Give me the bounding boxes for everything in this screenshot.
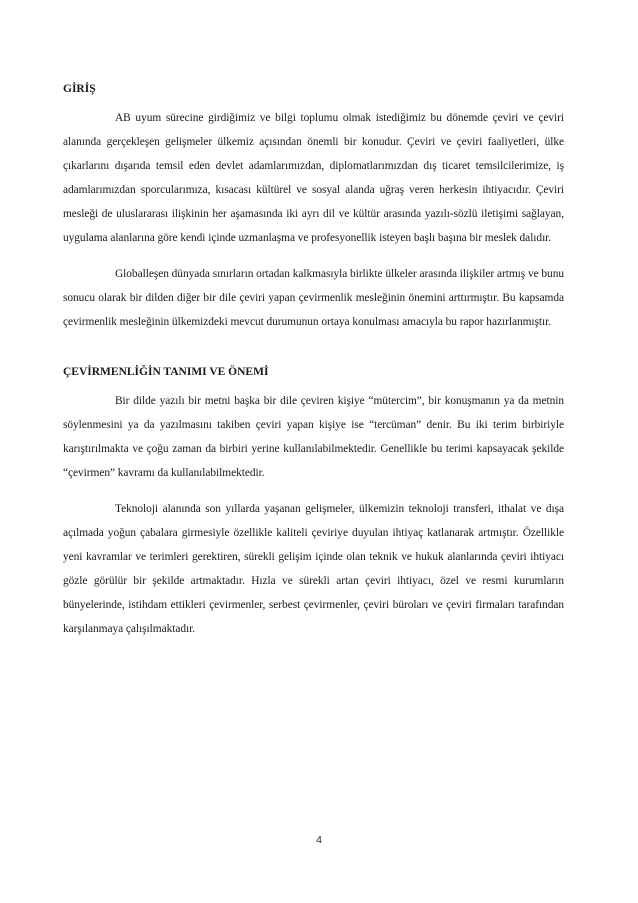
paragraph-giris-1: AB uyum sürecine girdiğimiz ve bilgi toplumu olmak istediğimiz bu dönemde çeviri ve çeviri alanında gerçekleşen gelişmeler ülkemiz açısından önemli bir konudur. Çeviri ve çeviri faaliyetleri, ülke çıkarlarını dışarıda temsil eden devlet adamlarımızdan, diplomatlarımızdan dış ticaret temsilcilerimize, iş adamlarımızdan sporcularımıza, kısacası kültürel ve sosyal alanda uğraş veren herkesin ihtiyacıdır. Çeviri mesleği de uluslararası ilişkinin her aşamasında iki ayrı dil ve kültür arasında yazılı-sözlü iletişimi sağlayan, uygulama alanlarına göre kendi içinde uzmanlaşma ve profesyonellik isteyen başlı başına bir meslek dalıdır. xyxy=(63,112,564,244)
paragraph-cevirmenlik-2: Teknoloji alanında son yıllarda yaşanan gelişmeler, ülkemizin teknoloji transferi, ithalat ve dışa açılmada yoğun çabalara girmesiyle özellikle kaliteli çeviriye duyulan ihtiyaç katlanarak artmıştır. Özellikle yeni kavramlar ve terimleri gerektiren, sürekli gelişim içinde olan teknik ve hukuk alanlarında çeviri ihtiyacı gözle görülür bir şekilde artmaktadır. Hızla ve sürekli artan çeviri ihtiyacı, özel ve resmi kurumların bünyelerinde, istihdam ettikleri çevirmenler, serbest çevirmenler, çeviri büroları ve çeviri firmaları tarafından karşılanmaya çalışılmaktadır. xyxy=(63,503,564,635)
section-heading-giris: GİRİŞ xyxy=(63,83,96,95)
page-content xyxy=(63,82,564,641)
paragraph-cevirmenlik-1: Bir dilde yazılı bir metni başka bir dile çeviren kişiye “mütercim”, bir konuşmanın ya da metnin söylenmesini ya da yazılmasını takiben çeviri yapan kişiye ise “tercüman” denir. Bu iki terim birbiriyle karıştırılmakta ve çoğu zaman da birbiri yerine kullanılabilmektedir. Genellikle bu terimi kapsayacak şekilde “çevirmen” kavramı da kullanılabilmektedir. xyxy=(63,395,564,479)
page-number: 4 xyxy=(316,834,322,846)
section-heading-cevirmenlik: ÇEVİRMENLİĞİN TANIMI VE ÖNEMİ xyxy=(63,366,269,378)
paragraph-giris-2: Globalleşen dünyada sınırların ortadan kalkmasıyla birlikte ülkeler arasında ilişkiler artmış ve bunu sonucu olarak bir dilden diğer bir dile çeviri yapan çevirmenlik mesleğinin önemini arttırmıştır. Bu kapsamda çevirmenlik mesleğinin ülkemizdeki mevcut durumunun ortaya konulması amacıyla bu rapor hazırlanmıştır. xyxy=(63,268,564,328)
